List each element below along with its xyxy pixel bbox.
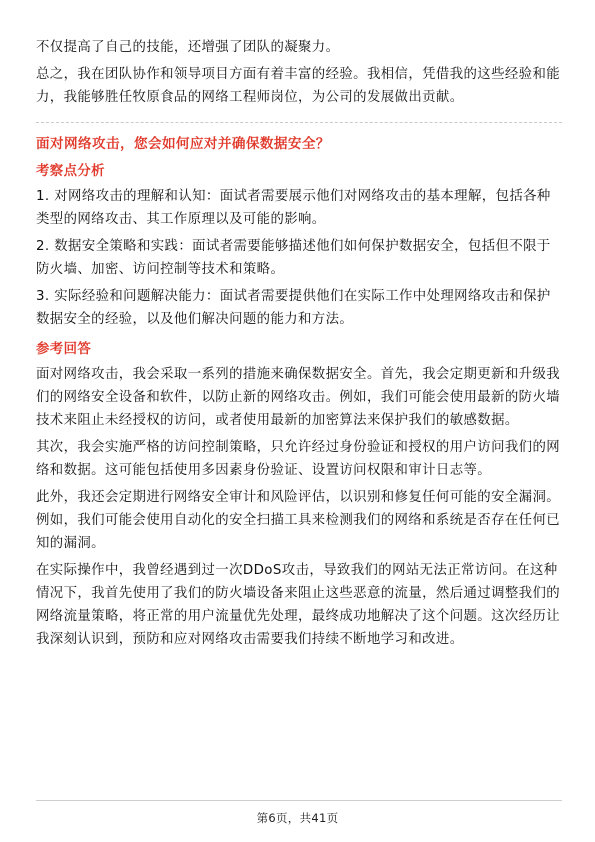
analysis-point: 1. 对网络攻击的理解和认知：面试者需要展示他们对网络攻击的基本理解，包括各种类型的网络攻击、其工作原理以及可能的影响。: [36, 189, 551, 227]
page-content: [36, 36, 562, 651]
analysis-heading: 考察点分析: [36, 164, 105, 179]
answer-heading: 参考回答: [36, 342, 92, 357]
answer-paragraph: 面对网络攻击，我会采取一系列的措施来确保数据安全。首先，我会定期更新和升级我们的网络安全设备和软件，以防止新的网络攻击。例如，我们可能会使用最新的防火墙技术来阻止未经授权的访问，或者使用最新的加密算法来保护我们的敏感数据。: [36, 367, 561, 428]
answer-paragraph: 在实际操作中，我曾经遇到过一次DDoS攻击，导致我们的网站无法正常访问。在这种情况下，我首先使用了我们的防火墙设备来阻止这些恶意的流量，然后通过调整我们的网络流量策略，将正常的用户流量优先处理，最终成功地解决了这个问题。这次经历让我深刻认识到，预防和应对网络攻击需要我们持续不断地学习和改进。: [36, 563, 561, 647]
analysis-point: 3. 实际经验和问题解决能力：面试者需要提供他们在实际工作中处理网络攻击和保护数据安全的经验，以及他们解决问题的能力和方法。: [36, 289, 551, 327]
conclusion-paragraph: 总之，我在团队协作和领导项目方面有着丰富的经验。我相信，凭借我的这些经验和能力，我能够胜任牧原食品的网络工程师岗位，为公司的发展做出贡献。: [36, 67, 561, 105]
answer-paragraph: 其次，我会实施严格的访问控制策略，只允许经过身份验证和授权的用户访问我们的网络和数据。这可能包括使用多因素身份验证、设置访问权限和审计日志等。: [36, 440, 561, 478]
page-number: 第6页，共41页: [256, 811, 339, 825]
intro-line: 不仅提高了自己的技能，还增强了团队的凝聚力。: [36, 40, 340, 55]
question-title: 面对网络攻击，您会如何应对并确保数据安全？: [36, 136, 330, 152]
footer-rule: [36, 800, 562, 801]
analysis-point: 2. 数据安全策略和实践：面试者需要能够描述他们如何保护数据安全，包括但不限于防火墙、加密、访问控制等技术和策略。: [36, 239, 551, 277]
section-divider: [36, 122, 562, 123]
answer-paragraph: 此外，我还会定期进行网络安全审计和风险评估，以识别和修复任何可能的安全漏洞。例如，我们可能会使用自动化的安全扫描工具来检测我们的网络和系统是否存在任何已知的漏洞。: [36, 490, 561, 551]
